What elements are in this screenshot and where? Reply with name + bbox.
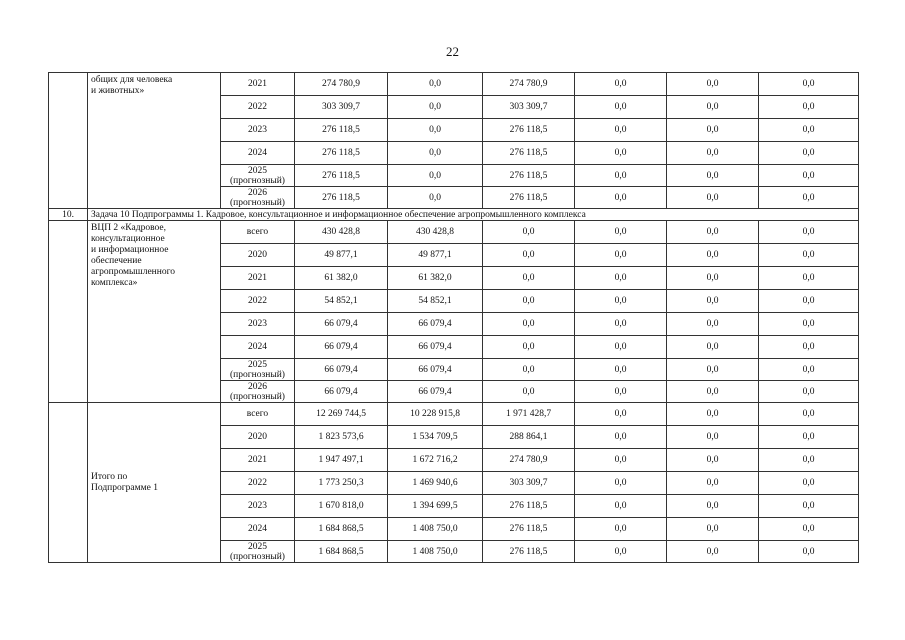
value-cell: 274 780,9 (295, 73, 388, 96)
value-cell: 0,0 (575, 119, 667, 142)
value-cell: 0,0 (575, 336, 667, 359)
value-cell: 0,0 (388, 96, 483, 119)
value-cell: 276 118,5 (295, 187, 388, 209)
budget-table-body (49, 73, 859, 563)
value-cell: 288 864,1 (483, 426, 575, 449)
value-cell: 0,0 (667, 336, 759, 359)
value-cell: 0,0 (759, 426, 859, 449)
task-title-cell: Задача 10 Подпрограммы 1. Кадровое, консультационное и информационное обеспечение агропромышленного комплекса (88, 209, 859, 221)
value-cell: 0,0 (575, 518, 667, 541)
value-cell: 0,0 (575, 187, 667, 209)
value-cell: 0,0 (667, 313, 759, 336)
value-cell: 0,0 (759, 290, 859, 313)
value-cell: 0,0 (575, 403, 667, 426)
value-cell: 1 971 428,7 (483, 403, 575, 426)
value-cell: 0,0 (759, 142, 859, 165)
year-cell: 2023 (221, 119, 295, 142)
value-cell: 66 079,4 (388, 313, 483, 336)
table-row (49, 73, 859, 96)
value-cell: 0,0 (667, 290, 759, 313)
value-cell: 276 118,5 (295, 142, 388, 165)
year-cell: 2023 (221, 495, 295, 518)
year-cell: всего (221, 221, 295, 244)
value-cell: 0,0 (759, 221, 859, 244)
value-cell: 10 228 915,8 (388, 403, 483, 426)
value-cell: 54 852,1 (388, 290, 483, 313)
value-cell: 0,0 (667, 142, 759, 165)
value-cell: 49 877,1 (295, 244, 388, 267)
year-cell: 2025 (прогнозный) (221, 359, 295, 381)
value-cell: 0,0 (667, 187, 759, 209)
value-cell: 0,0 (667, 165, 759, 187)
value-cell: 0,0 (575, 267, 667, 290)
value-cell: 276 118,5 (295, 165, 388, 187)
value-cell: 276 118,5 (483, 518, 575, 541)
value-cell: 0,0 (667, 96, 759, 119)
value-cell: 1 408 750,0 (388, 541, 483, 563)
year-cell: 2021 (221, 449, 295, 472)
value-cell: 276 118,5 (295, 119, 388, 142)
value-cell: 0,0 (667, 359, 759, 381)
value-cell: 49 877,1 (388, 244, 483, 267)
year-cell: 2022 (221, 96, 295, 119)
row-number-cell (49, 403, 88, 563)
value-cell: 274 780,9 (483, 73, 575, 96)
value-cell: 0,0 (575, 221, 667, 244)
value-cell: 0,0 (483, 313, 575, 336)
value-cell: 1 684 868,5 (295, 518, 388, 541)
row-number-cell (49, 73, 88, 209)
value-cell: 0,0 (667, 267, 759, 290)
value-cell: 0,0 (483, 290, 575, 313)
year-cell: 2024 (221, 336, 295, 359)
value-cell: 276 118,5 (483, 541, 575, 563)
value-cell: 0,0 (667, 426, 759, 449)
value-cell: 0,0 (575, 541, 667, 563)
value-cell: 0,0 (759, 267, 859, 290)
value-cell: 0,0 (759, 403, 859, 426)
value-cell: 1 394 699,5 (388, 495, 483, 518)
program-name-cell: общих для человека и животных» (88, 73, 221, 209)
year-cell: 2020 (221, 426, 295, 449)
value-cell: 0,0 (667, 495, 759, 518)
value-cell: 0,0 (667, 73, 759, 96)
value-cell: 0,0 (759, 73, 859, 96)
value-cell: 0,0 (388, 187, 483, 209)
value-cell: 0,0 (575, 96, 667, 119)
value-cell: 1 534 709,5 (388, 426, 483, 449)
value-cell: 0,0 (388, 165, 483, 187)
value-cell: 54 852,1 (295, 290, 388, 313)
task-number-cell: 10. (49, 209, 88, 221)
value-cell: 303 309,7 (295, 96, 388, 119)
value-cell: 0,0 (759, 313, 859, 336)
value-cell: 0,0 (483, 267, 575, 290)
value-cell: 12 269 744,5 (295, 403, 388, 426)
value-cell: 66 079,4 (388, 381, 483, 403)
value-cell: 1 823 573,6 (295, 426, 388, 449)
value-cell: 274 780,9 (483, 449, 575, 472)
value-cell: 0,0 (759, 165, 859, 187)
value-cell: 1 469 940,6 (388, 472, 483, 495)
value-cell: 276 118,5 (483, 119, 575, 142)
value-cell: 61 382,0 (295, 267, 388, 290)
value-cell: 1 947 497,1 (295, 449, 388, 472)
value-cell: 1 670 818,0 (295, 495, 388, 518)
value-cell: 276 118,5 (483, 165, 575, 187)
value-cell: 66 079,4 (388, 359, 483, 381)
value-cell: 0,0 (667, 541, 759, 563)
value-cell: 0,0 (575, 142, 667, 165)
value-cell: 0,0 (759, 495, 859, 518)
year-cell: всего (221, 403, 295, 426)
value-cell: 1 773 250,3 (295, 472, 388, 495)
value-cell: 0,0 (388, 73, 483, 96)
value-cell: 0,0 (483, 221, 575, 244)
year-cell: 2021 (221, 267, 295, 290)
value-cell: 0,0 (759, 381, 859, 403)
value-cell: 66 079,4 (295, 336, 388, 359)
value-cell: 303 309,7 (483, 96, 575, 119)
value-cell: 0,0 (667, 119, 759, 142)
value-cell: 276 118,5 (483, 142, 575, 165)
value-cell: 0,0 (759, 541, 859, 563)
year-cell: 2025 (прогнозный) (221, 541, 295, 563)
value-cell: 0,0 (575, 165, 667, 187)
budget-table (48, 72, 859, 563)
value-cell: 0,0 (667, 244, 759, 267)
value-cell: 0,0 (759, 518, 859, 541)
value-cell: 0,0 (575, 73, 667, 96)
program-name-cell: Итого по Подпрограмме 1 (88, 403, 221, 563)
value-cell: 0,0 (575, 495, 667, 518)
year-cell: 2026 (прогнозный) (221, 381, 295, 403)
year-cell: 2022 (221, 290, 295, 313)
value-cell: 0,0 (483, 244, 575, 267)
program-name-cell: ВЦП 2 «Кадровое, консультационное и информационное обеспечение агропромышленного комплекса» (88, 221, 221, 403)
value-cell: 0,0 (575, 359, 667, 381)
value-cell: 0,0 (388, 119, 483, 142)
year-cell: 2021 (221, 73, 295, 96)
value-cell: 0,0 (759, 472, 859, 495)
value-cell: 0,0 (575, 244, 667, 267)
task-row (49, 209, 859, 221)
table-row (49, 403, 859, 426)
value-cell: 276 118,5 (483, 495, 575, 518)
value-cell: 1 684 868,5 (295, 541, 388, 563)
value-cell: 1 408 750,0 (388, 518, 483, 541)
value-cell: 0,0 (759, 336, 859, 359)
value-cell: 0,0 (575, 426, 667, 449)
value-cell: 0,0 (388, 142, 483, 165)
value-cell: 0,0 (483, 336, 575, 359)
value-cell: 303 309,7 (483, 472, 575, 495)
value-cell: 61 382,0 (388, 267, 483, 290)
value-cell: 0,0 (667, 381, 759, 403)
row-number-cell (49, 221, 88, 403)
value-cell: 0,0 (667, 449, 759, 472)
value-cell: 0,0 (759, 119, 859, 142)
page-number: 22 (446, 44, 459, 59)
year-cell: 2022 (221, 472, 295, 495)
value-cell: 0,0 (575, 290, 667, 313)
value-cell: 0,0 (759, 96, 859, 119)
year-cell: 2026 (прогнозный) (221, 187, 295, 209)
value-cell: 0,0 (575, 313, 667, 336)
value-cell: 0,0 (575, 381, 667, 403)
value-cell: 0,0 (667, 403, 759, 426)
value-cell: 66 079,4 (295, 313, 388, 336)
value-cell: 0,0 (575, 472, 667, 495)
value-cell: 66 079,4 (295, 359, 388, 381)
year-cell: 2023 (221, 313, 295, 336)
year-cell: 2025 (прогнозный) (221, 165, 295, 187)
value-cell: 430 428,8 (295, 221, 388, 244)
value-cell: 1 672 716,2 (388, 449, 483, 472)
value-cell: 430 428,8 (388, 221, 483, 244)
value-cell: 0,0 (483, 381, 575, 403)
value-cell: 0,0 (483, 359, 575, 381)
year-cell: 2020 (221, 244, 295, 267)
value-cell: 0,0 (575, 449, 667, 472)
value-cell: 0,0 (759, 449, 859, 472)
year-cell: 2024 (221, 142, 295, 165)
table-row (49, 221, 859, 244)
value-cell: 66 079,4 (295, 381, 388, 403)
value-cell: 276 118,5 (483, 187, 575, 209)
value-cell: 0,0 (667, 472, 759, 495)
value-cell: 0,0 (667, 518, 759, 541)
value-cell: 0,0 (667, 221, 759, 244)
value-cell: 66 079,4 (388, 336, 483, 359)
value-cell: 0,0 (759, 187, 859, 209)
year-cell: 2024 (221, 518, 295, 541)
value-cell: 0,0 (759, 359, 859, 381)
value-cell: 0,0 (759, 244, 859, 267)
